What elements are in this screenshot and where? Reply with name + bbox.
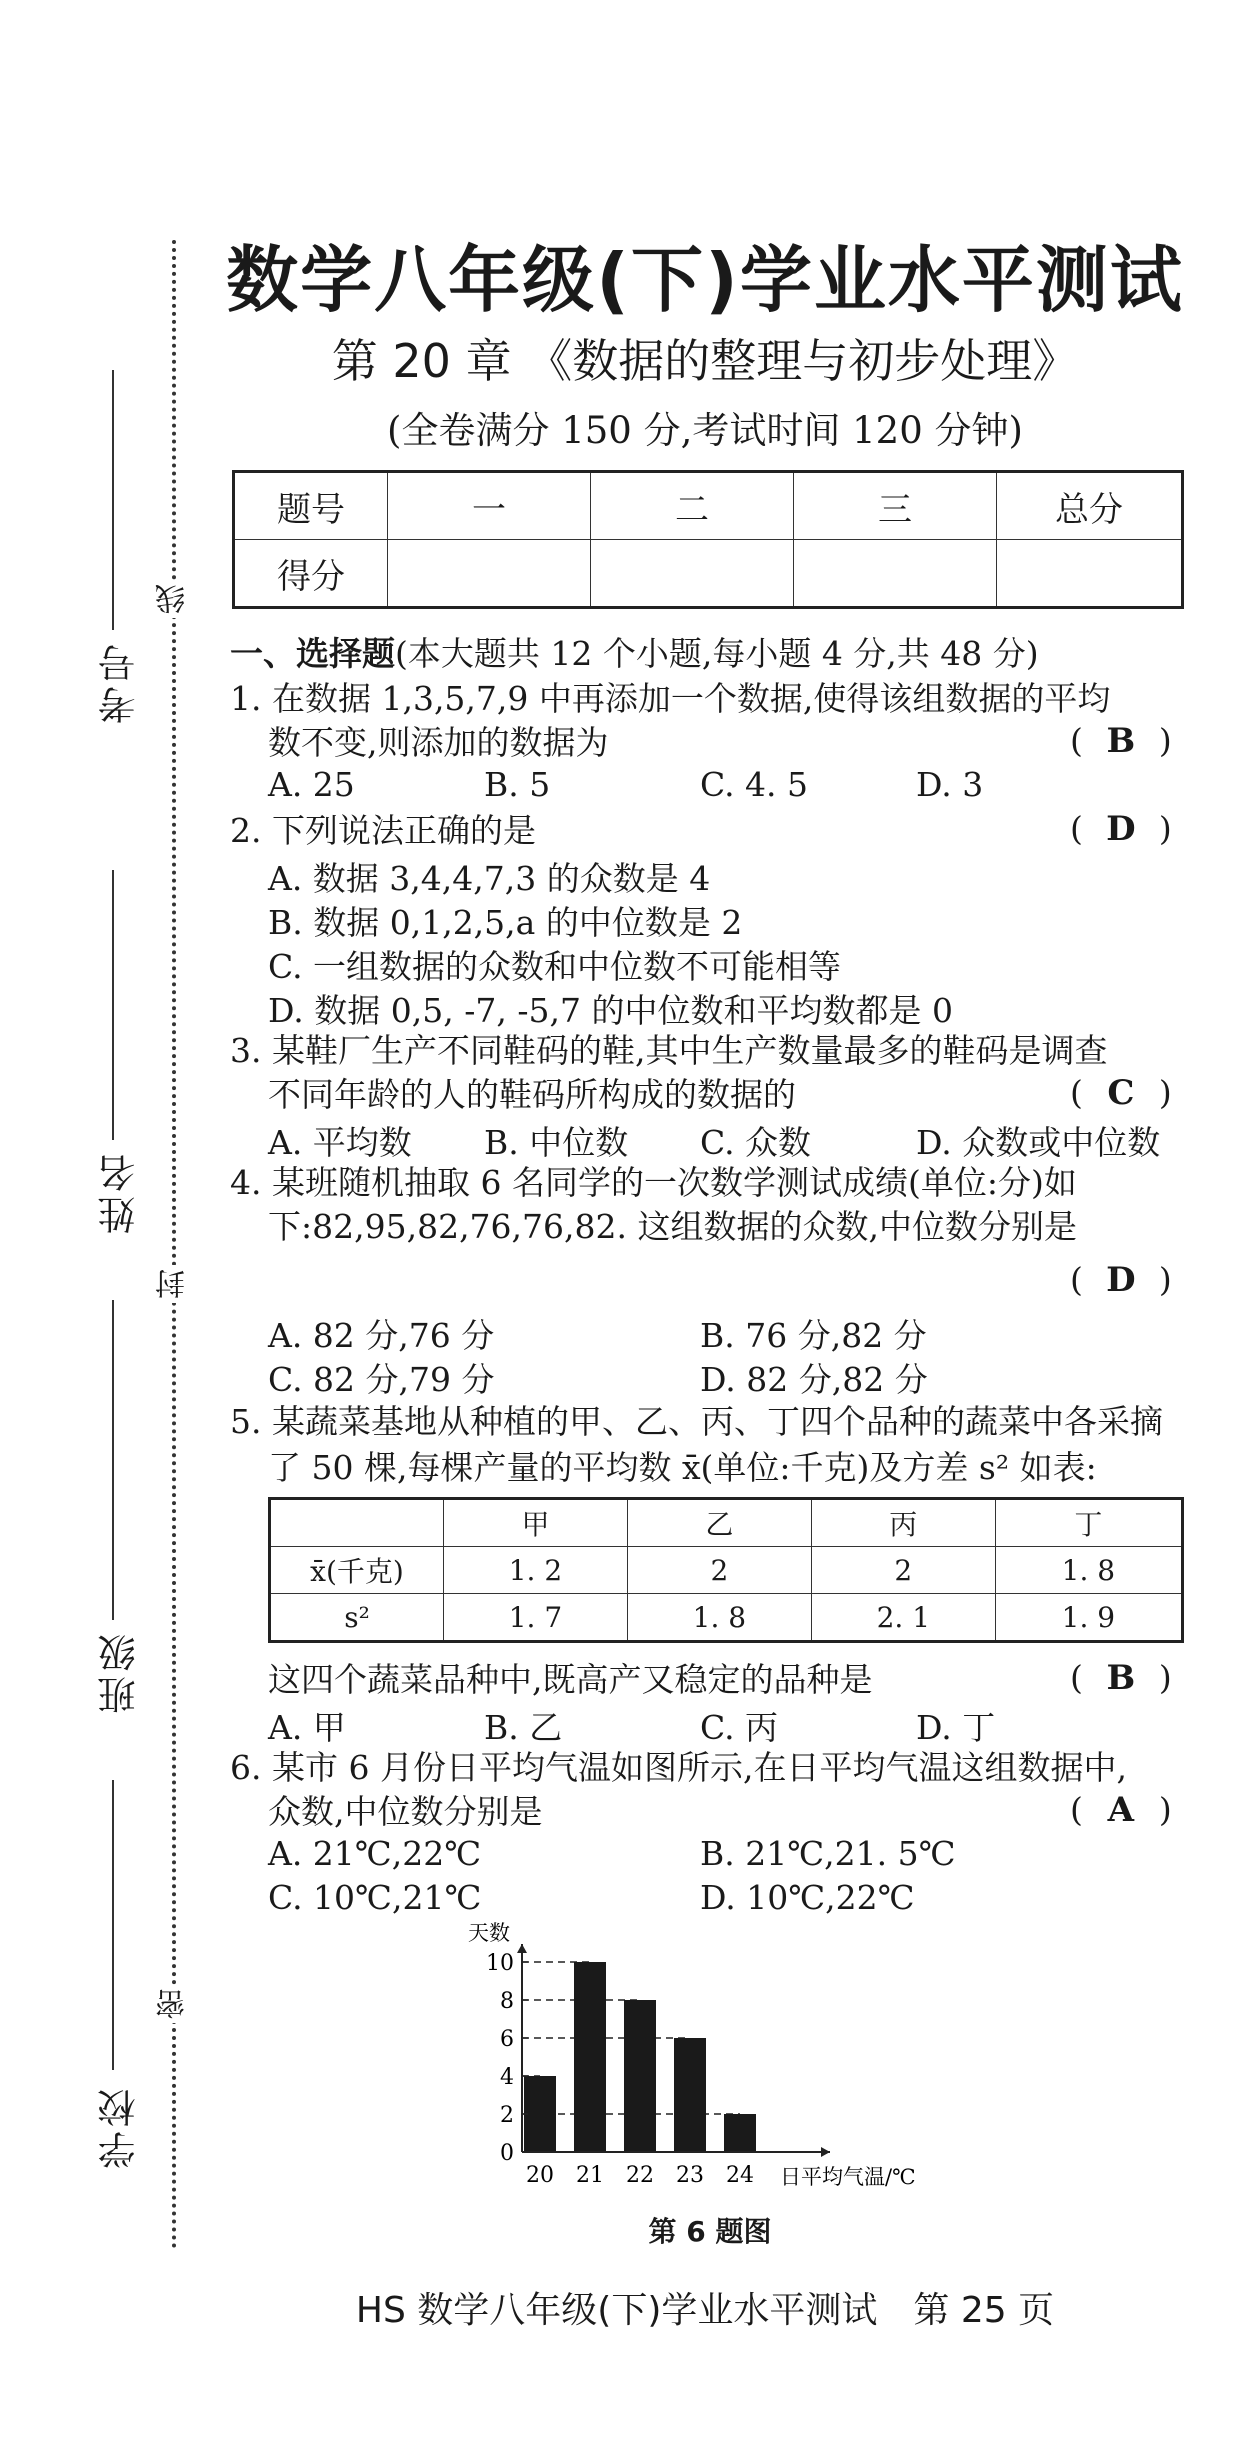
cut-mark-mi: 密 <box>152 1985 196 2023</box>
y-tick-label: 0 <box>500 2141 514 2166</box>
q2-answer-letter: D <box>1106 809 1136 849</box>
score-cell: 题号 <box>234 472 388 540</box>
q6-option-d: D. 10℃,22℃ <box>700 1878 915 1917</box>
q1-option-a: A. 25 <box>268 765 355 804</box>
veg-cell: 1. 9 <box>995 1594 1182 1642</box>
q1-option-c: C. 4. 5 <box>700 765 809 804</box>
temperature-bar-chart <box>440 1915 1000 2205</box>
q5-line3: 这四个蔬菜品种中,既高产又稳定的品种是 <box>268 1660 873 1699</box>
y-tick-label: 10 <box>486 1951 514 1976</box>
score-input-cell[interactable] <box>591 540 794 608</box>
q5-option-d: D. 丁 <box>916 1708 996 1747</box>
veg-cell: 丙 <box>811 1499 995 1547</box>
chapter-title: 第 20 章 《数据的整理与初步处理》 <box>331 334 1079 388</box>
page-title: 数学八年级(下)学业水平测试 <box>226 238 1184 322</box>
chart-caption: 第 6 题图 <box>648 2215 772 2248</box>
q3-option-b: B. 中位数 <box>484 1123 629 1162</box>
score-cell: 得分 <box>234 540 388 608</box>
q5-answer-letter: B <box>1106 1658 1136 1698</box>
q6-option-c: C. 10℃,21℃ <box>268 1878 482 1917</box>
bar-21 <box>574 1962 606 2152</box>
name-line[interactable] <box>112 870 114 1140</box>
class-label: 班级 <box>98 1630 142 1714</box>
veg-cell: 1. 2 <box>444 1547 628 1594</box>
cut-mark-feng: 封 <box>152 1265 196 1303</box>
x-axis-label: 日平均气温/℃ <box>780 2165 916 2189</box>
q6-answer-letter: A <box>1107 1790 1135 1830</box>
q4-line2: 下:82,95,82,76,76,82. 这组数据的众数,中位数分别是 <box>268 1207 1077 1246</box>
q4-option-d: D. 82 分,82 分 <box>700 1360 928 1399</box>
score-input-cell[interactable] <box>388 540 591 608</box>
q1-answer-letter: B <box>1106 721 1136 761</box>
q4-option-c: C. 82 分,79 分 <box>268 1360 495 1399</box>
y-tick-label: 6 <box>500 2027 514 2052</box>
vegetable-table-variance-row <box>270 1594 1183 1642</box>
vegetable-table-mean-row <box>270 1547 1183 1594</box>
veg-cell: 丁 <box>995 1499 1182 1547</box>
x-tick-label: 23 <box>676 2163 704 2188</box>
q5-option-c: C. 丙 <box>700 1708 779 1747</box>
veg-cell: 1. 8 <box>995 1547 1182 1594</box>
veg-cell: 1. 7 <box>444 1594 628 1642</box>
q2-option-d: D. 数据 0,5, -7, -5,7 的中位数和平均数都是 0 <box>268 991 953 1030</box>
cut-mark-xian: 线 <box>152 580 196 618</box>
exam-note: (全卷满分 150 分,考试时间 120 分钟) <box>387 409 1023 452</box>
exam-number-label: 考号 <box>98 640 142 724</box>
y-tick-label: 2 <box>500 2103 514 2128</box>
q5-line1: 5. 某蔬菜基地从种植的甲、乙、丙、丁四个品种的蔬菜中各采摘 <box>230 1402 1163 1441</box>
veg-cell: x̄(千克) <box>270 1547 444 1594</box>
score-cell: 一 <box>388 472 591 540</box>
q1-option-d: D. 3 <box>916 765 984 804</box>
veg-cell: 2. 1 <box>811 1594 995 1642</box>
q3-answer-letter: C <box>1107 1073 1135 1113</box>
x-tick-label: 22 <box>626 2163 654 2188</box>
q4-answer-letter: D <box>1106 1260 1136 1300</box>
veg-cell <box>270 1499 444 1547</box>
bar-23 <box>674 2038 706 2152</box>
section-label: 一、选择题 <box>230 634 395 673</box>
q6-option-b: B. 21℃,21. 5℃ <box>700 1834 956 1873</box>
vegetable-table-header <box>270 1499 1183 1547</box>
q5-answer: ( B ) <box>1070 1658 1172 1698</box>
binding-dotted-line <box>172 240 176 2250</box>
q2-option-c: C. 一组数据的众数和中位数不可能相等 <box>268 947 842 986</box>
bar-22 <box>624 2000 656 2152</box>
q1-line1: 1. 在数据 1,3,5,7,9 中再添加一个数据,使得该组数据的平均 <box>230 679 1111 718</box>
y-axis-label: 天数 <box>468 1921 510 1945</box>
bar-24 <box>724 2114 756 2152</box>
veg-cell: 1. 8 <box>627 1594 811 1642</box>
name-label: 姓名 <box>98 1150 142 1234</box>
q3-line2: 不同年龄的人的鞋码所构成的数据的 <box>268 1075 796 1114</box>
class-line[interactable] <box>112 1300 114 1620</box>
y-axis-arrow <box>517 1944 527 1953</box>
veg-cell: 乙 <box>627 1499 811 1547</box>
q6-answer: ( A ) <box>1070 1790 1172 1830</box>
q6-line2: 众数,中位数分别是 <box>268 1792 543 1831</box>
section-heading <box>230 632 1039 676</box>
page-footer: HS 数学八年级(下)学业水平测试 第 25 页 <box>355 2290 1055 2331</box>
veg-cell: 2 <box>627 1547 811 1594</box>
q2-option-a: A. 数据 3,4,4,7,3 的众数是 4 <box>268 859 711 898</box>
q4-answer: ( D ) <box>1070 1260 1172 1300</box>
score-table-score-row <box>234 540 1183 608</box>
q3-option-a: A. 平均数 <box>268 1123 412 1162</box>
y-tick-label: 4 <box>500 2065 514 2090</box>
veg-cell: 2 <box>811 1547 995 1594</box>
section-desc: (本大题共 12 个小题,每小题 4 分,共 48 分) <box>395 634 1039 673</box>
q4-option-b: B. 76 分,82 分 <box>700 1316 927 1355</box>
veg-cell: 甲 <box>444 1499 628 1547</box>
x-tick-label: 20 <box>526 2163 554 2188</box>
exam-number-line[interactable] <box>112 370 114 630</box>
bar-20 <box>524 2076 556 2152</box>
score-input-cell[interactable] <box>794 540 997 608</box>
q3-answer: ( C ) <box>1070 1073 1172 1113</box>
q1-answer: ( B ) <box>1070 721 1172 761</box>
q2-line1: 2. 下列说法正确的是 <box>230 811 536 850</box>
q1-line2: 数不变,则添加的数据为 <box>268 723 609 762</box>
score-cell: 二 <box>591 472 794 540</box>
q4-option-a: A. 82 分,76 分 <box>268 1316 495 1355</box>
x-axis-arrow <box>821 2147 830 2157</box>
q3-line1: 3. 某鞋厂生产不同鞋码的鞋,其中生产数量最多的鞋码是调查 <box>230 1031 1108 1070</box>
q5-option-b: B. 乙 <box>484 1708 563 1747</box>
y-tick-label: 8 <box>500 1989 514 2014</box>
q3-option-c: C. 众数 <box>700 1123 812 1162</box>
veg-cell: s² <box>270 1594 444 1642</box>
q4-line1: 4. 某班随机抽取 6 名同学的一次数学测试成绩(单位:分)如 <box>230 1163 1077 1202</box>
q6-line1: 6. 某市 6 月份日平均气温如图所示,在日平均气温这组数据中, <box>230 1748 1127 1787</box>
score-table <box>232 470 1184 609</box>
score-table-header-row <box>234 472 1183 540</box>
school-label: 学校 <box>98 2085 142 2169</box>
q3-option-d: D. 众数或中位数 <box>916 1123 1161 1162</box>
q5-line2: 了 50 棵,每棵产量的平均数 x̄(单位:千克)及方差 s² 如表: <box>268 1448 1097 1487</box>
q5-option-a: A. 甲 <box>268 1708 346 1747</box>
score-cell: 三 <box>794 472 997 540</box>
school-line[interactable] <box>112 1780 114 2070</box>
x-tick-label: 21 <box>576 2163 604 2188</box>
vegetable-table <box>268 1497 1184 1643</box>
q1-option-b: B. 5 <box>484 765 551 804</box>
score-cell: 总分 <box>997 472 1183 540</box>
x-tick-label: 24 <box>726 2163 754 2188</box>
q2-option-b: B. 数据 0,1,2,5,a 的中位数是 2 <box>268 903 743 942</box>
q2-answer: ( D ) <box>1070 809 1172 849</box>
q6-option-a: A. 21℃,22℃ <box>268 1834 482 1873</box>
score-input-cell[interactable] <box>997 540 1183 608</box>
